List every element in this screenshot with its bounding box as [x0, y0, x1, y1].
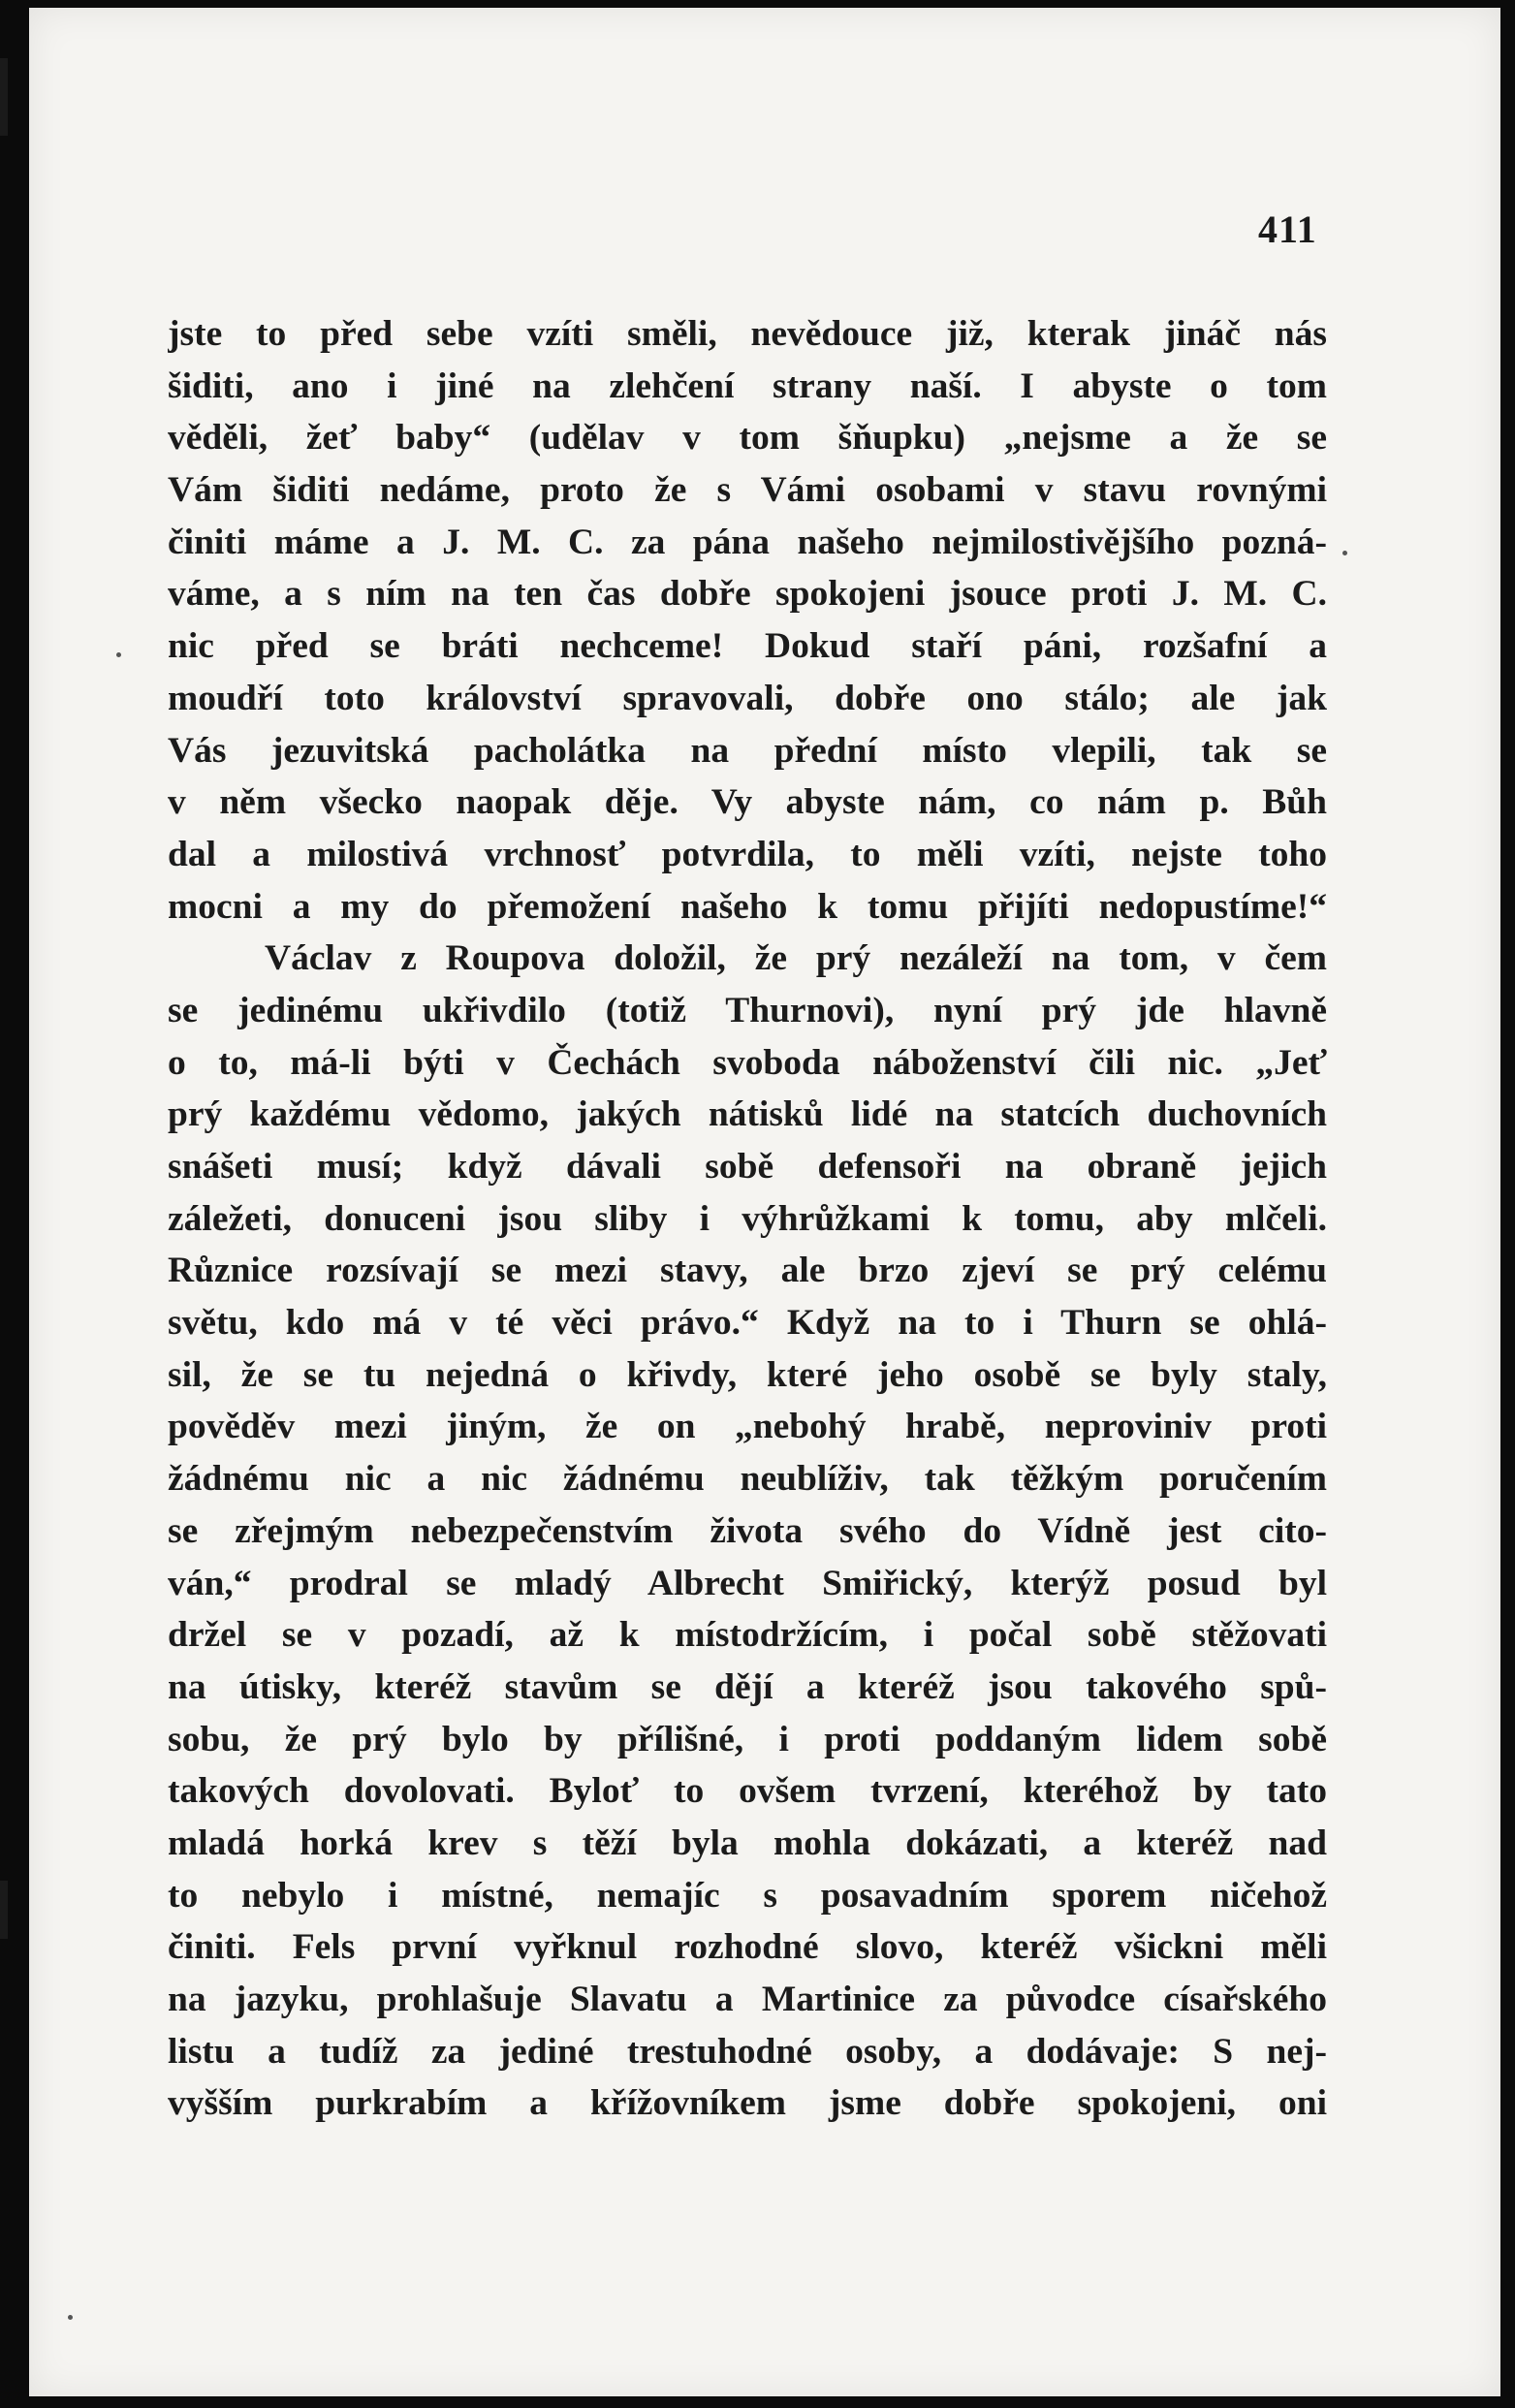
page-number: 411	[1258, 207, 1317, 251]
text-line: o to, má-li býti v Čechách svoboda náboženství čili nic. „Jeť	[168, 1042, 1327, 1083]
text-line: šiditi, ano i jiné na zlehčení strany naší. I abyste o tom	[168, 365, 1327, 406]
body-text	[168, 308, 1327, 2130]
paper-speck	[1342, 551, 1347, 555]
text-line: jste to před sebe vzíti směli, nevědouce již, kterak jináč nás	[168, 314, 1327, 354]
text-line: takových dovolovati. Byloť to ovšem tvrzení, kteréhož by tato	[168, 1771, 1327, 1812]
text-line: to nebylo i místné, nemajíc s posavadním sporem ničehož	[168, 1875, 1327, 1916]
text-line: moudří toto království spravovali, dobře ono stálo; ale jak	[168, 678, 1327, 718]
text-line: žádnému nic a nic žádnému neublíživ, tak těžkým poručením	[168, 1459, 1327, 1500]
text-line: sil, že se tu nejedná o křivdy, které jeho osobě se byly staly,	[168, 1354, 1327, 1395]
text-line: listu a tudíž za jediné trestuhodné osoby, a dodávaje: S nej-	[168, 2031, 1327, 2072]
text-line: pověděv mezi jiným, že on „nebohý hrabě, neproviniv proti	[168, 1407, 1327, 1447]
text-line: dal a milostivá vrchnosť potvrdila, to měli vzíti, nejste toho	[168, 834, 1327, 874]
text-line: se jedinému ukřivdilo (totiž Thurnovi), nyní prý jde hlavně	[168, 990, 1327, 1030]
text-line: držel se v pozadí, až k místodržícím, i počal sobě stěžovati	[168, 1615, 1327, 1656]
text-line: činiti máme a J. M. C. za pána našeho nejmilostivějšího pozná-	[168, 522, 1327, 562]
text-line: na útisky, kteréž stavům se dějí a kteréž jsou takového spů-	[168, 1666, 1327, 1707]
text-line: Vám šiditi nedáme, proto že s Vámi osobami v stavu rovnými	[168, 470, 1327, 511]
text-line: mocni a my do přemožení našeho k tomu přijíti nedopustíme!“	[168, 886, 1327, 927]
paper-speck	[68, 2315, 73, 2320]
text-line: činiti. Fels první vyřknul rozhodné slovo, kteréž všickni měli	[168, 1927, 1327, 1968]
text-line: nic před se bráti nechceme! Dokud staří páni, rozšafní a	[168, 626, 1327, 667]
text-line: sobu, že prý bylo by přílišné, i proti poddaným lidem sobě	[168, 1719, 1327, 1759]
text-line: Vás jezuvitská pacholátka na přední místo vlepili, tak se	[168, 730, 1327, 771]
text-line: váme, a s ním na ten čas dobře spokojeni jsouce proti J. M. C.	[168, 574, 1327, 615]
text-line: světu, kdo má v té věci právo.“ Když na to i Thurn se ohlá-	[168, 1303, 1327, 1344]
text-line: vyšším purkrabím a křížovníkem jsme dobře spokojeni, oni	[168, 2083, 1327, 2124]
text-line: záležeti, donuceni jsou sliby i výhrůžkami k tomu, aby mlčeli.	[168, 1198, 1327, 1239]
text-line: mladá horká krev s těží byla mohla dokázati, a kteréž nad	[168, 1822, 1327, 1863]
text-line-paragraph-start: Václav z Roupova doložil, že prý nezáleží na tom, v čem	[265, 938, 1327, 979]
text-line: věděli, žeť baby“ (udělav v tom šňupku) „nejsme a že se	[168, 418, 1327, 459]
paper-speck	[116, 652, 121, 657]
text-line: prý každému vědomo, jakých nátisků lidé na statcích duchovních	[168, 1094, 1327, 1135]
text-line: na jazyku, prohlašuje Slavatu a Martinice za původce císařského	[168, 1980, 1327, 2019]
text-line: se zřejmým nebezpečenstvím života svého do Vídně jest cito-	[168, 1510, 1327, 1551]
text-line: snášeti musí; když dávali sobě defensoři na obraně jejich	[168, 1147, 1327, 1187]
text-line: Různice rozsívají se mezi stavy, ale brzo zjeví se prý celému	[168, 1251, 1327, 1291]
scan-edge-mark	[0, 1881, 8, 1939]
book-page	[29, 8, 1500, 2396]
text-line: ván,“ prodral se mladý Albrecht Smiřický, kterýž posud byl	[168, 1563, 1327, 1603]
text-line: v něm všecko naopak děje. Vy abyste nám, co nám p. Bůh	[168, 782, 1327, 823]
scan-edge-mark	[0, 58, 8, 136]
